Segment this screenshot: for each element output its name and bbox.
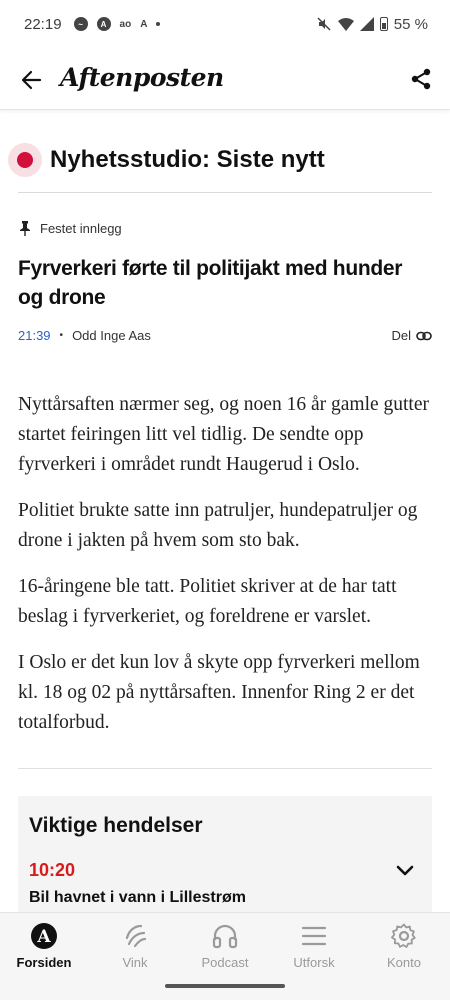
post-meta bbox=[18, 328, 432, 343]
meta-separator: • bbox=[59, 330, 64, 341]
live-indicator-icon bbox=[8, 143, 42, 177]
paragraph: Politiet brukte satte inn patruljer, hundepatruljer og drone i jakten på hvem som sto bak. bbox=[18, 500, 418, 551]
pinned-text: Festet innlegg bbox=[40, 220, 122, 236]
headphones-icon bbox=[211, 921, 239, 951]
divider bbox=[18, 192, 432, 193]
nav-vink[interactable] bbox=[95, 921, 175, 970]
pinned-label bbox=[18, 220, 122, 236]
wifi-icon bbox=[338, 17, 354, 31]
event-time: 10:20 bbox=[29, 860, 76, 880]
page-title: Nyhetsstudio: Siste nytt bbox=[50, 146, 325, 173]
expand-event-button[interactable] bbox=[394, 860, 416, 882]
a-small-notification-icon: A bbox=[140, 18, 148, 30]
nav-utforsk[interactable] bbox=[274, 921, 354, 970]
share-icon bbox=[409, 67, 433, 91]
battery-icon bbox=[380, 17, 388, 31]
signal-icon bbox=[360, 17, 374, 31]
battery-percent: 55 % bbox=[393, 15, 428, 33]
notification-icons bbox=[74, 17, 161, 31]
important-events-panel bbox=[18, 796, 432, 926]
pin-icon bbox=[18, 220, 32, 236]
share-link-button[interactable] bbox=[391, 328, 432, 343]
arrow-left-icon bbox=[20, 69, 42, 91]
aftenposten-logo[interactable]: Aftenposten bbox=[60, 63, 224, 92]
mute-icon bbox=[316, 16, 332, 32]
home-indicator[interactable] bbox=[165, 984, 285, 988]
paragraph: I Oslo er det kun lov å skyte opp fyrverkeri mellom kl. 18 og 02 på nyttårsaften. Innenfor Ring 2 er det totalforbud. bbox=[18, 652, 420, 733]
ao-notification-icon: ao bbox=[119, 18, 132, 30]
nav-label: Podcast bbox=[201, 955, 249, 970]
link-icon bbox=[416, 331, 432, 341]
event-title[interactable]: Bil havnet i vann i Lillestrøm bbox=[29, 889, 246, 906]
divider bbox=[18, 768, 432, 769]
paragraph: 16-åringene ble tatt. Politiet skriver at de har tatt beslag i fyrverkeriet, og foreldrene er varslet. bbox=[18, 576, 397, 627]
share-button[interactable] bbox=[408, 66, 434, 92]
nav-label: Vink bbox=[122, 955, 148, 970]
post-body bbox=[18, 390, 434, 754]
nav-label: Utforsk bbox=[293, 955, 335, 970]
aftenposten-home-icon bbox=[30, 921, 58, 951]
svg-text:A: A bbox=[37, 927, 51, 947]
gear-icon bbox=[390, 921, 418, 951]
nav-label: Konto bbox=[387, 955, 421, 970]
nav-konto[interactable] bbox=[364, 921, 444, 970]
status-time: 22:19 bbox=[24, 15, 62, 33]
aftenposten-notification-icon: A bbox=[97, 17, 111, 31]
more-notifications-icon bbox=[156, 22, 160, 26]
nav-podcast[interactable] bbox=[185, 921, 265, 970]
studio-header bbox=[8, 138, 434, 182]
messenger-icon: ~ bbox=[74, 17, 88, 31]
post-author[interactable]: Odd Inge Aas bbox=[72, 328, 151, 343]
back-button[interactable] bbox=[18, 67, 44, 93]
system-icons bbox=[316, 0, 428, 48]
status-bar bbox=[0, 0, 450, 48]
app-bar bbox=[0, 48, 450, 110]
vink-icon bbox=[121, 921, 149, 951]
paragraph: Nyttårsaften nærmer seg, og noen 16 år gamle gutter startet feiringen litt vel tidlig. De sendte opp fyrverkeri i området rundt Haugerud i Oslo. bbox=[18, 394, 429, 475]
post-time: 21:39 bbox=[18, 328, 51, 343]
share-link-label: Del bbox=[391, 328, 411, 343]
nav-forsiden[interactable] bbox=[4, 921, 84, 970]
menu-lines-icon bbox=[300, 921, 328, 951]
events-title: Viktige hendelser bbox=[29, 814, 203, 837]
post-headline: Fyrverkeri førte til politijakt med hunder og drone bbox=[18, 257, 403, 309]
chevron-down-icon bbox=[396, 865, 414, 877]
nav-label: Forsiden bbox=[16, 955, 72, 970]
